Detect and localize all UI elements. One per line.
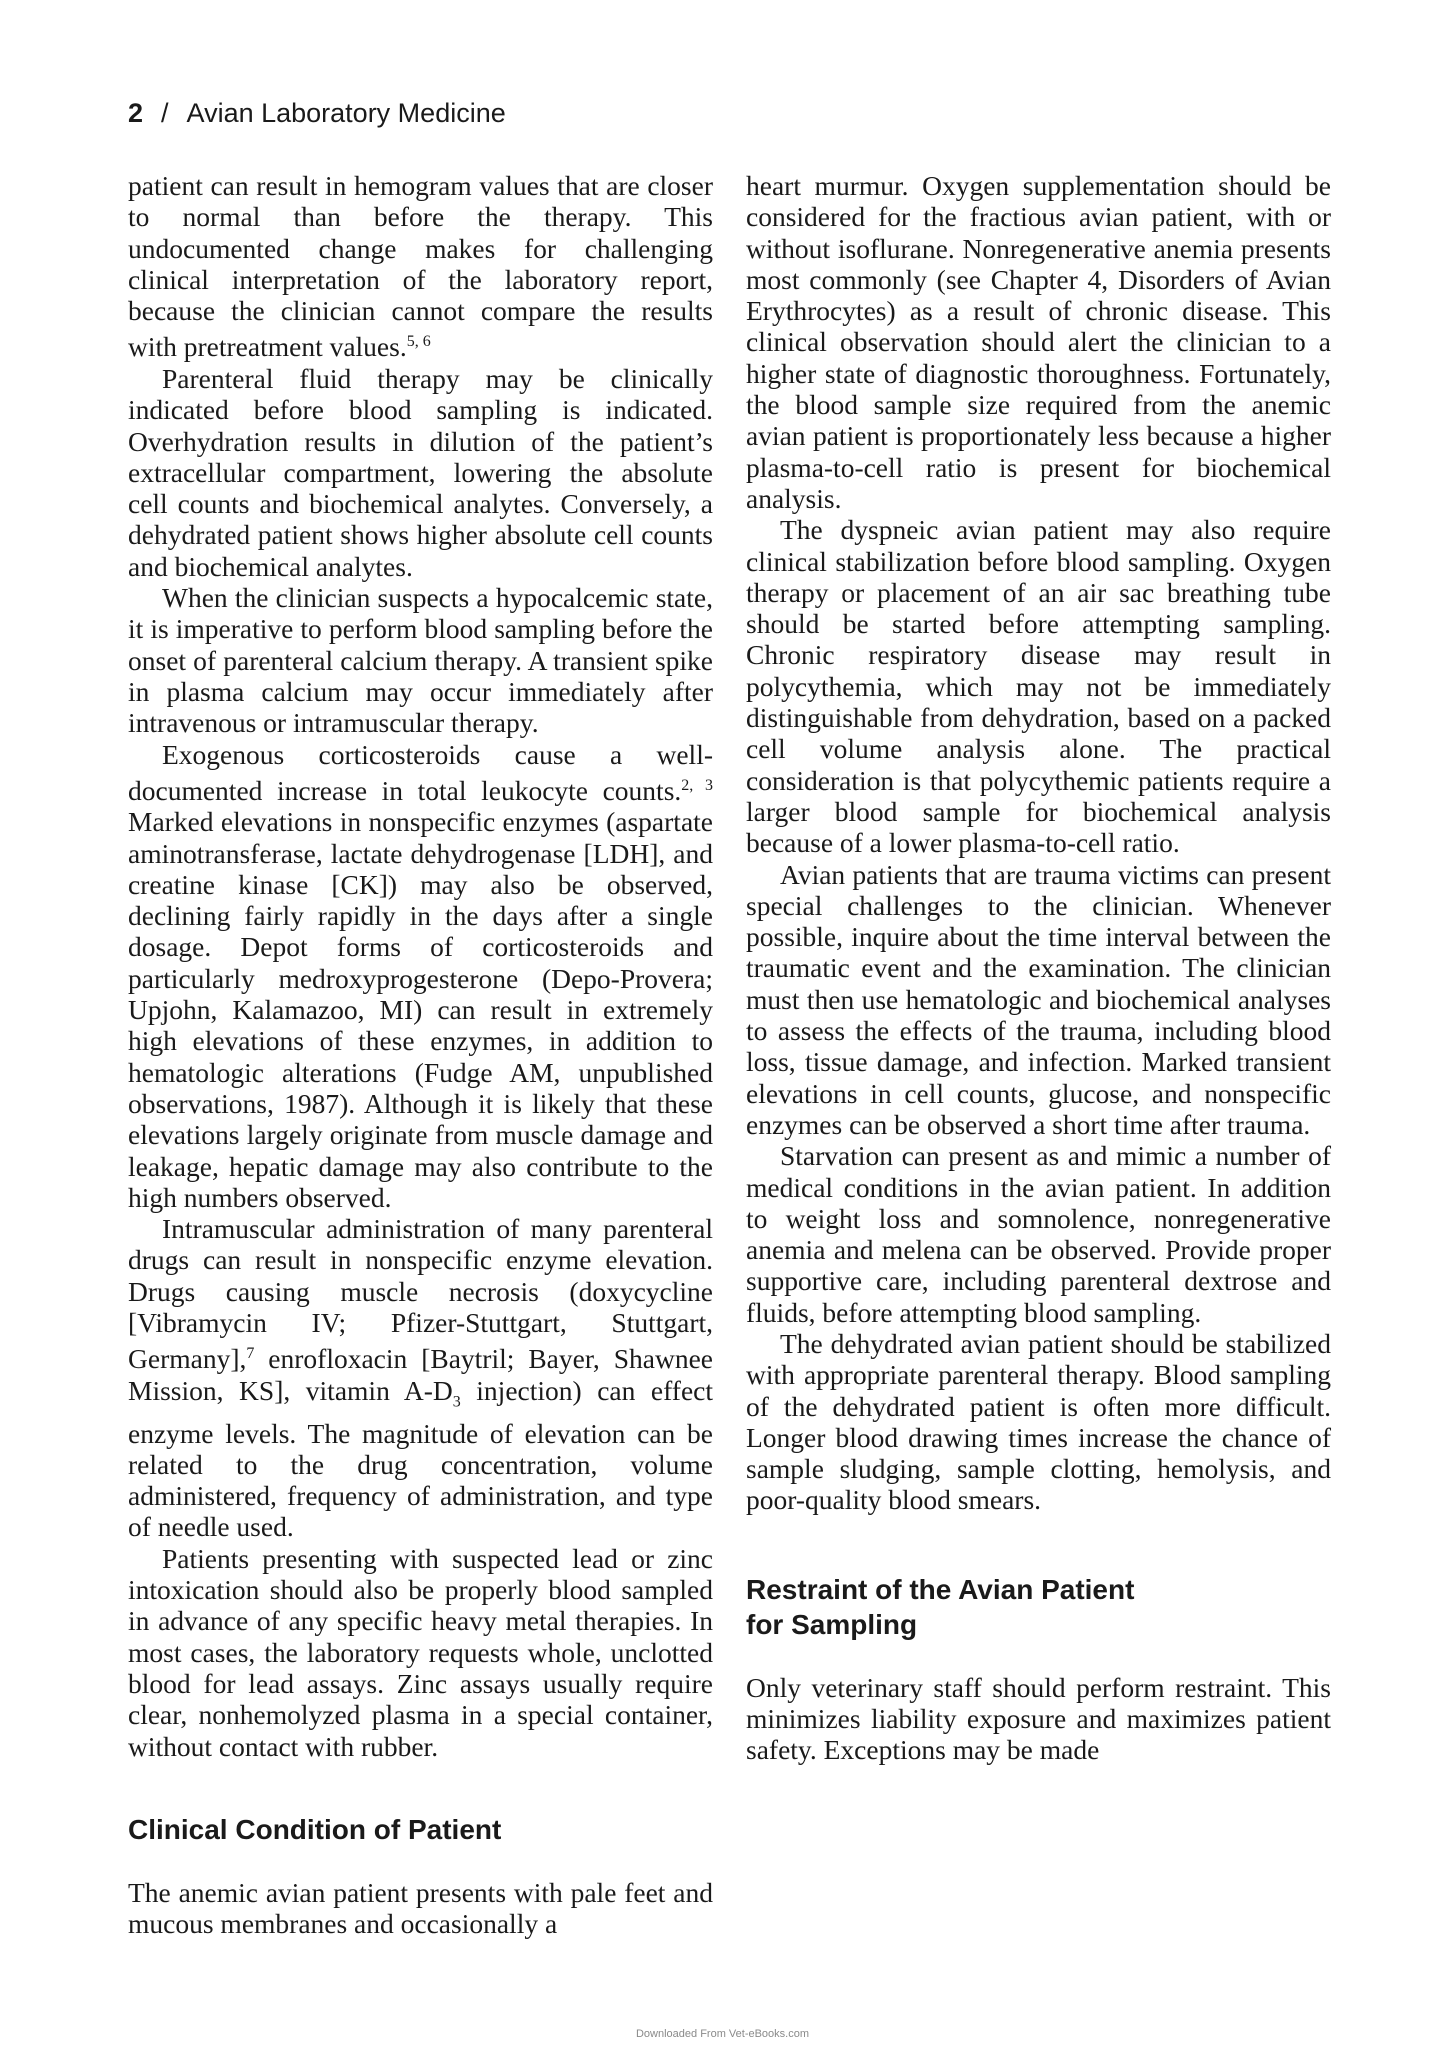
paragraph: Exogenous corticosteroids cause a well-documented increase in total leukocyte counts.$^{2, 3}$ Marked elevations in nonspecific enzymes (aspartate aminotransferase, lactate dehydrogenase [LDH], and creatine kinase [CK]) may also be observed, declining fairly rapidly in the days after a single dosage. Depot forms of corticosteroids and particularly medroxyprogesterone (Depo-Provera; Upjohn, Kalamazoo, MI) can result in extremely high elevations of these enzymes, in addition to hematologic alterations (Fudge AM, unpublished observations, 1987). Although it is likely that these elevations largely originate from muscle damage and leakage, hepatic damage may also contribute to the high numbers observed. <box>128 738 713 1213</box>
paragraph: Parenteral fluid therapy may be clinically indicated before blood sampling is indicated. Overhydration results in dilution of the patient’s extracellular compartment, lowering the absolute cell counts and biochemical analytes. Conversely, a dehydrated patient shows higher absolute cell counts and biochemical analytes. <box>128 362 713 582</box>
right-column <box>746 170 1331 1766</box>
paragraph: The dyspneic avian patient may also require clinical stabilization before blood sampling. Oxygen therapy or placement of an air sac breathing tube should be started before attempting sampling. Chronic respiratory disease may result in polycythemia, which may not be immediately distinguishable from dehydration, based on a packed cell volume analysis alone. The practical consideration is that polycythemic patients require a larger blood sample for biochemical analysis because of a lower plasma-to-cell ratio. <box>746 514 1331 859</box>
footer-watermark: Downloaded From Vet-eBooks.com <box>635 2028 810 2040</box>
left-column <box>128 170 713 1939</box>
paragraph: The dehydrated avian patient should be stabilized with appropriate parenteral therapy. Blood sampling of the dehydrated patient is often more difficult. Longer blood drawing times increase the chance of sample sludging, sample clotting, hemolysis, and poor-quality blood smears. <box>746 1327 1331 1516</box>
paragraph: patient can result in hemogram values that are closer to normal than before the therapy. This undocumented change makes for challenging clinical interpretation of the laboratory report, because the clinician cannot compare the results with pretreatment values.$^{5, 6}$ <box>128 170 713 363</box>
subscript: 3 <box>452 1393 461 1411</box>
running-title: Avian Laboratory Medicine <box>186 98 506 128</box>
paragraph: The anemic avian patient presents with pale feet and mucous membranes and occasionally a <box>128 1876 713 1940</box>
paragraph: heart murmur. Oxygen supplementation should be considered for the fractious avian patient, with or without isoflurane. Nonregenerative anemia presents most commonly (see Chapter 4, Disorders of Avian Erythrocytes) as a result of chronic disease. This clinical observation should alert the clinician to a higher state of diagnostic thoroughness. Fortunately, the blood sample size required from the anemic avian patient is proportionately less because a higher plasma-to-cell ratio is present for biochemical analysis. <box>746 170 1331 514</box>
paragraph: When the clinician suspects a hypocalcemic state, it is imperative to perform blood sampling before the onset of parenteral calcium therapy. A transient spike in plasma calcium may occur immediately after intravenous or intramuscular therapy. <box>128 582 713 739</box>
paragraph: Only veterinary staff should perform restraint. This minimizes liability exposure and maximizes patient safety. Exceptions may be made <box>746 1671 1331 1766</box>
page-number: 2 <box>128 98 144 128</box>
section-heading: Clinical Condition of Patient <box>128 1813 502 1845</box>
page-header <box>128 98 506 129</box>
paragraph: Patients presenting with suspected lead or zinc intoxication should also be properly blood sampled in advance of any specific heavy metal therapies. In most cases, the laboratory requests whole, unclotted blood for lead assays. Zinc assays usually require clear, nonhemolyzed plasma in a special container, without contact with rubber. <box>128 1542 713 1762</box>
section-heading: Restraint of the Avian Patient for Sampling <box>746 1573 1135 1640</box>
header-separator: / <box>161 98 169 128</box>
paragraph: Starvation can present as and mimic a number of medical conditions in the avian patient. In addition to weight loss and somnolence, nonregenerative anemia and melena can be observed. Provide proper supportive care, including parenteral dextrose and fluids, before attempting blood sampling. <box>746 1140 1331 1328</box>
reference-superscript: 7 <box>246 1345 255 1363</box>
paragraph: Intramuscular administration of many parenteral drugs can result in nonspecific enzyme elevation. Drugs causing muscle necrosis (doxycycline [Vibramycin IV; Pfizer-Stuttgart, Stuttgart, Germany],$^7$ enrofloxacin [Baytril; Bayer, Shawnee Mission, KS], vitamin $A-D_3$ injection) can effect enzyme levels. The magnitude of elevation can be related to the drug concentration, volume administered, frequency of administration, and type of needle used. <box>128 1213 714 1543</box>
reference-superscript: 5, 6 <box>406 333 431 351</box>
reference-superscript: 2, 3 <box>681 776 713 794</box>
paragraph: Avian patients that are trauma victims can present special challenges to the clinician. Whenever possible, inquire about the time interval between the traumatic event and the examination. The clinician must then use hematologic and biochemical analyses to assess the effects of the trauma, including blood loss, tissue damage, and infection. Marked transient elevations in cell counts, glucose, and nonspecific enzymes can be observed a short time after trauma. <box>746 858 1331 1140</box>
